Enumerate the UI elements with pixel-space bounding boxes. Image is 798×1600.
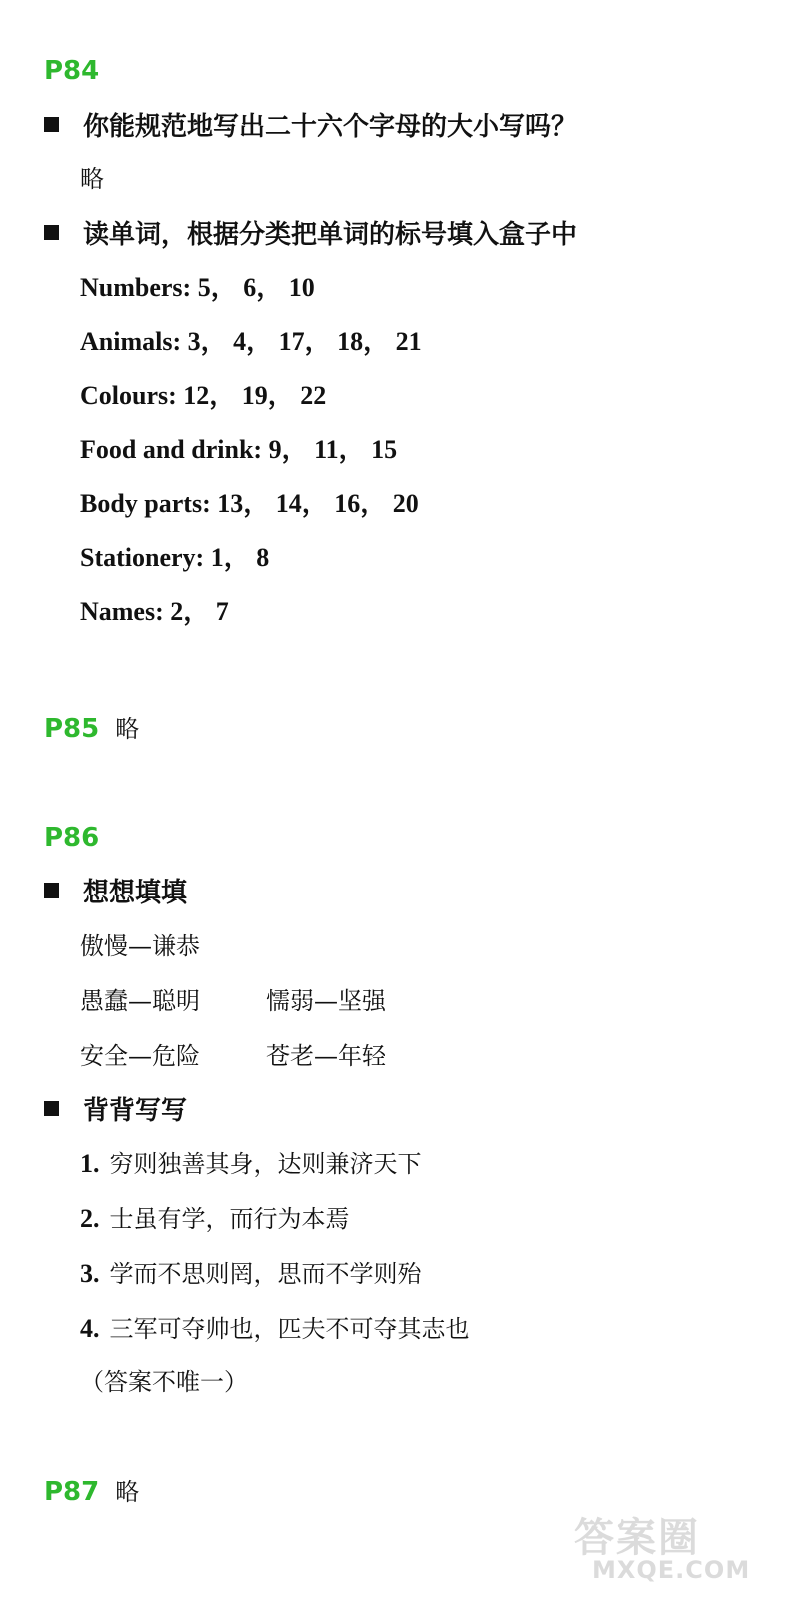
antonym-row-2: 愚蠢—聪明 懦弱—坚强 [80, 987, 386, 1015]
page-label-p84: P84 [44, 56, 100, 86]
recite-item-1: 1. 穷则独善其身，达则兼济天下 [80, 1149, 422, 1178]
answer-alphabet: 略 [80, 165, 104, 193]
bullet-square-icon [44, 1101, 59, 1116]
answer-line-animals: Animals: 3， 4， 17， 18， 21 [80, 327, 422, 356]
bullet-square-icon [44, 883, 59, 898]
page-label-p87: P87 略 [44, 1477, 140, 1507]
answer-line-colours: Colours: 12， 19， 22 [80, 381, 327, 410]
section-heading-word-sort: 读单词，根据分类把单词的标号填入盒子中 [44, 218, 577, 252]
answer-p87: 略 [115, 1478, 140, 1506]
section-heading-recite: 背背写写 [44, 1094, 187, 1128]
answer-line-numbers: Numbers: 5， 6， 10 [80, 273, 315, 302]
answer-line-names: Names: 2， 7 [80, 597, 229, 626]
bullet-square-icon [44, 225, 59, 240]
bullet-square-icon [44, 117, 59, 132]
watermark-logo [574, 1506, 784, 1588]
recite-item-4: 4. 三军可夺帅也，匹夫不可夺其志也 [80, 1314, 470, 1343]
answer-note: （答案不唯一） [80, 1368, 248, 1396]
answer-line-food: Food and drink: 9， 11， 15 [80, 435, 398, 464]
answer-line-body-parts: Body parts: 13， 14， 16， 20 [80, 489, 419, 518]
page-label-p86: P86 [44, 823, 100, 853]
watermark-text-bottom: MXQE.COM [592, 1556, 751, 1584]
page-label-p85: P85 略 [44, 714, 140, 744]
antonym-row-1: 傲慢—谦恭 [80, 932, 200, 960]
recite-item-3: 3. 学而不思则罔，思而不学则殆 [80, 1259, 422, 1288]
section-heading-alphabet: 你能规范地写出二十六个字母的大小写吗？ [44, 110, 577, 144]
answer-line-stationery: Stationery: 1， 8 [80, 543, 270, 572]
watermark-text-top: 答案圈 [574, 1515, 700, 1561]
answer-p85: 略 [115, 715, 140, 743]
section-heading-antonyms: 想想填填 [44, 876, 187, 910]
recite-item-2: 2. 士虽有学，而行为本焉 [80, 1204, 350, 1233]
antonym-row-3: 安全—危险 苍老—年轻 [80, 1042, 386, 1070]
